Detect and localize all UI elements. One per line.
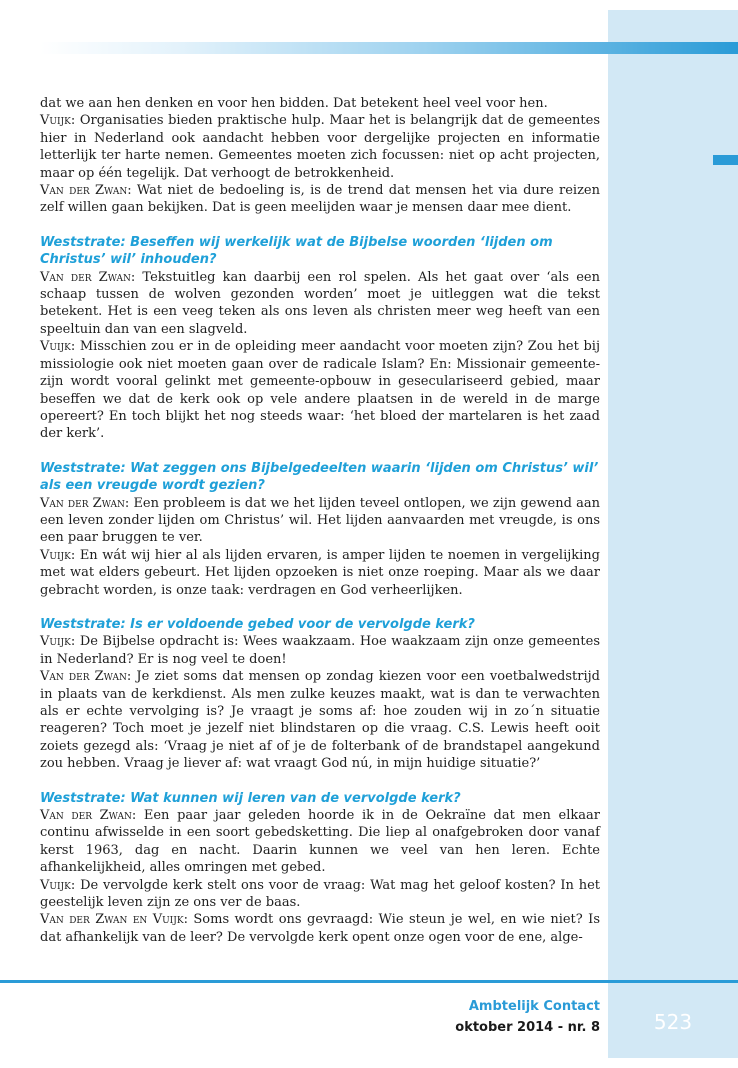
interview-paragraph (40, 182, 600, 217)
interview-paragraph (40, 911, 600, 946)
footer (455, 996, 600, 1038)
paragraph-text: : Een probleem is dat we het lijden teveel ontlopen, we zijn gewend aan een leven zonder lijden om Christus’ wil. Het lijden aanvaarden met vreugde, is ons een paar bruggen te ver. (40, 495, 600, 546)
paragraph-text: Weststrate: Is er voldoende gebed voor de vervolgde kerk? (40, 616, 475, 632)
side-tab-marker (713, 155, 738, 165)
paragraph-text: : De vervolgde kerk stelt ons voor de vraag: Wat mag het geloof kosten? In het geestelijk leven zijn ze ons ver de baas. (40, 877, 600, 911)
paragraph-text: : Wat niet de bedoeling is, is de trend dat mensen het via dure reizen zelf willen gaan bekijken. Dat is geen meelijden waar je mensen daar mee dient. (40, 183, 600, 216)
interview-paragraph (40, 547, 600, 599)
interview-paragraph (40, 95, 600, 112)
paragraph-text: : Soms wordt ons gevraagd: Wie steun je wel, en wie niet? Is dat afhankelijk van de leer? De vervolgde kerk opent onze ogen voor de ene, alge- (40, 912, 600, 945)
speaker-name: Vuijk (40, 339, 71, 355)
interview-question (40, 616, 600, 633)
paragraph-text: : De Bijbelse opdracht is: Wees waakzaam. Hoe waakzaam zijn onze gemeentes in Nederland? Er is nog veel te doen! (40, 634, 600, 667)
interview-question (40, 460, 600, 495)
speaker-name: Van der Zwan (40, 669, 127, 685)
interview-paragraph (40, 495, 600, 547)
paragraph-gap (40, 599, 600, 616)
page-number: 523 (653, 1010, 693, 1034)
paragraph-text: Weststrate: Wat zeggen ons Bijbelgedeelten waarin ‘lijden om Christus’ wil’ als een vreugde wordt gezien? (40, 460, 599, 494)
interview-question (40, 234, 600, 269)
paragraph-text: Weststrate: Beseffen wij werkelijk wat de Bijbelse woorden ‘lijden om Christus’ wil’ inhouden? (40, 234, 553, 268)
speaker-name: Van der Zwan en Vuijk (40, 912, 184, 928)
issue-label: oktober 2014 - nr. 8 (455, 1020, 600, 1035)
speaker-name: Van der Zwan (40, 808, 132, 824)
interview-paragraph (40, 269, 600, 339)
speaker-name: Vuijk (40, 634, 71, 650)
right-side-panel (608, 10, 738, 1058)
interview-paragraph (40, 668, 600, 772)
paragraph-text: : Je ziet soms dat mensen op zondag kiezen voor een voetbalwedstrijd in plaats van de kerkdienst. Als men zulke keuzes maakt, wat is dan te verwachten als er echte vervolging is? Je vraagt je soms af: hoe zouden wij in zo´n situatie reageren? Toch moet je jezelf niet blindstaren op die vraag. C.S. Lewis heeft ooit zoiets gezegd als: ‘Vraag je niet af of je de folterbank of de brandstapel aangekund zou hebben. Vraag je liever af: wat vraagt God nú, in mijn huidige situatie?’ (40, 669, 600, 772)
paragraph-text: : Een paar jaar geleden hoorde ik in de Oekraïne dat men elkaar continu afwisselde in een soort gebedsketting. Die liep al onafgebroken door vanaf kerst 1963, dag en nacht. Daarin kunnen we veel van hen leren. Echte afhankelijkheid, alles omringen met gebed. (40, 808, 600, 876)
paragraph-gap (40, 217, 600, 234)
speaker-name: Van der Zwan (40, 183, 128, 199)
paragraph-text: : Tekstuitleg kan daarbij een rol spelen. Als het gaat over ‘als een schaap tussen de wolven gezonden worden’ moet je uitleggen wat die tekst betekent. Het is een veeg teken als ons leven als christen meer weg heeft van een speeltuin dan van een slagveld. (40, 269, 600, 337)
paragraph-text: Weststrate: Wat kunnen wij leren van de vervolgde kerk? (40, 790, 461, 806)
interview-question (40, 790, 600, 807)
paragraph-text: : Misschien zou er in de opleiding meer aandacht voor moeten zijn? Zou het bij missiologie ook niet moeten gaan over de radicale Islam? En: Missionair gemeente-zijn wordt vooral gelinkt met gemeente-opbouw in geseculariseerd gebied, maar beseffen we dat de kerk ook op vele andere plaatsen in de wereld in de marge opereert? En toch blijkt het nog steeds waar: ‘het bloed der martelaren is het zaad der kerk’. (40, 339, 600, 442)
paragraph-text: : Organisaties bieden praktische hulp. Maar het is belangrijk dat de gemeentes hier in Nederland ook aandacht hebben voor dergelijke projecten en informatie letterlijk ter harte nemen. Gemeentes moeten zich focussen: niet op acht projecten, maar op één tegelijk. Dat verhoogt de betrokkenheid. (40, 113, 600, 181)
speaker-name: Van der Zwan (40, 495, 125, 511)
speaker-name: Vuijk (40, 877, 71, 893)
interview-paragraph (40, 877, 600, 912)
speaker-name: Vuijk (40, 547, 71, 563)
paragraph-gap (40, 443, 600, 460)
paragraph-text: dat we aan hen denken en voor hen bidden. Dat betekent heel veel voor hen. (40, 96, 548, 111)
interview-paragraph (40, 338, 600, 442)
interview-paragraph (40, 807, 600, 877)
speaker-name: Vuijk (40, 113, 71, 129)
interview-paragraph (40, 112, 600, 182)
article-body (40, 95, 600, 946)
top-gradient-bar (40, 42, 738, 54)
paragraph-text: : En wát wij hier al als lijden ervaren, is amper lijden te noemen in vergelijking met wat elders gebeurt. Het lijden opzoeken is niet onze roeping. Maar als we daar gebracht worden, is onze taak: verdragen en God verheerlijken. (40, 547, 600, 598)
paragraph-gap (40, 773, 600, 790)
footer-rule (0, 980, 738, 983)
speaker-name: Van der Zwan (40, 269, 131, 285)
journal-title: Ambtelijk Contact (468, 999, 600, 1014)
interview-paragraph (40, 633, 600, 668)
